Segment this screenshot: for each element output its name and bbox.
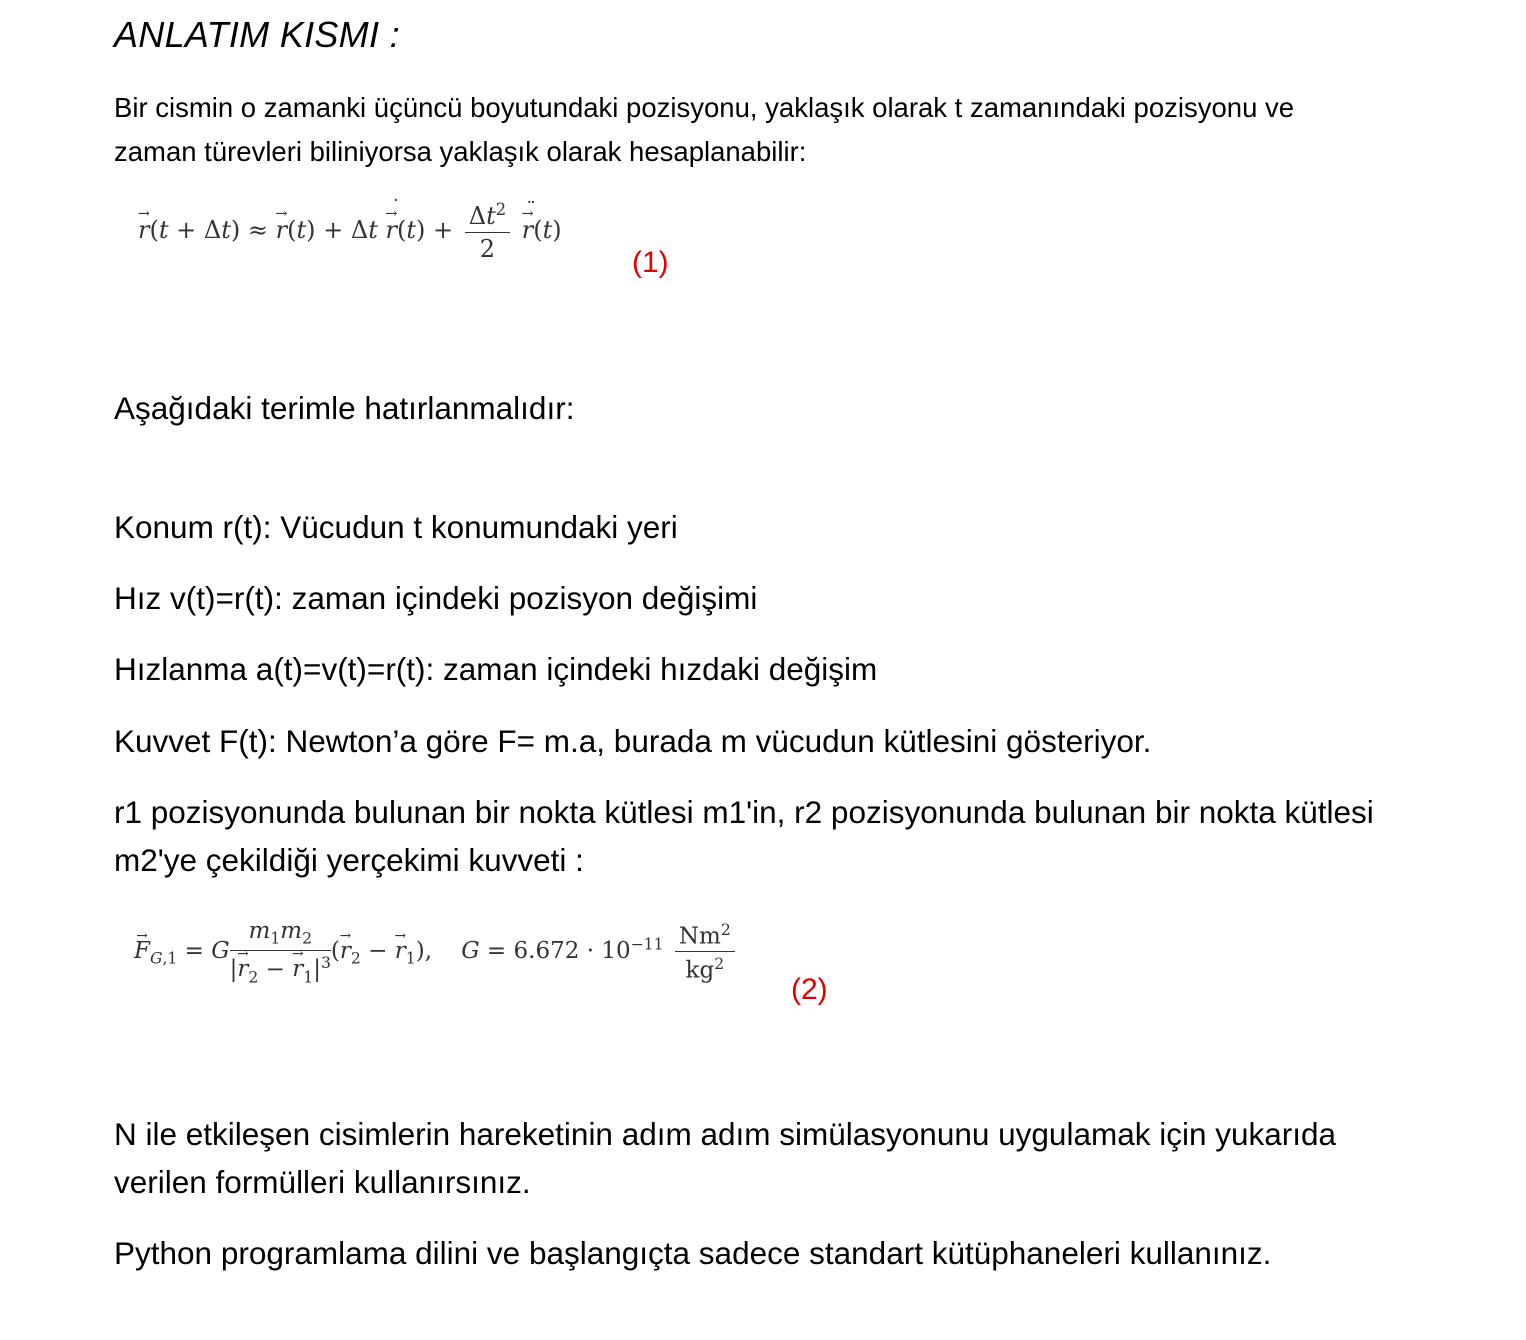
term-acceleration: Hızlanma a(t)=v(t)=r(t): zaman içindeki hızdaki değişim	[114, 651, 878, 687]
formula-2: → $F_{G,1} = G$ $\frac{m_1m_2}{|\to r_2 - \to r_1|^3}$ (→ $r_2$ − → $r_1$), $G = 6.672 \cdot 10^{-11}$ $\frac{Nm^2}{kg^2}$	[134, 918, 739, 986]
gravity-paragraph	[114, 788, 1374, 884]
python-note: Python programlama dilini ve başlangıçta sadece standart kütüphaneleri kullanınız.	[114, 1235, 1272, 1271]
g-constant-value: 6.672	[513, 937, 580, 964]
gravity-line-1: r1 pozisyonunda bulunan bir nokta kütlesi m1'in, r2 pozisyonunda bulunan bir nokta kütlesi	[114, 794, 1374, 830]
simulation-line-1: N ile etkileşen cisimlerin hareketinin adım adım simülasyonunu uygulamak için yukarıda	[114, 1116, 1337, 1152]
page-title: ANLATIM KISMI :	[114, 14, 400, 55]
intro-line-2: zaman türevleri biliniyorsa yaklaşık olarak hesaplanabilir:	[114, 136, 807, 167]
g-constant-exponent: −11	[630, 934, 664, 954]
equation-number-2: (2)	[791, 973, 828, 1006]
terms-heading: Aşağıdaki terimle hatırlanmalıdır:	[114, 390, 575, 426]
simulation-paragraph	[114, 1110, 1336, 1206]
gravity-line-2: m2'ye çekildiği yerçekimi kuvveti :	[114, 842, 584, 878]
term-force: Kuvvet F(t): Newton’a göre F= m.a, burada m vücudun kütlesini gösteriyor.	[114, 723, 1152, 759]
intro-paragraph	[114, 86, 1294, 174]
term-position: Konum r(t): Vücudun t konumundaki yeri	[114, 509, 678, 545]
term-velocity: Hız v(t)=r(t): zaman içindeki pozisyon değişimi	[114, 580, 758, 616]
formula-1: → r(t + Δt) ≈ → r(t) + Δt → r ˙(t) + $\frac{\Delta t^2}{2}$ → r ¨(t)	[138, 200, 562, 263]
equation-number-1: (1)	[632, 246, 669, 279]
intro-line-1: Bir cismin o zamanki üçüncü boyutundaki pozisyonu, yaklaşık olarak t zamanındaki pozisyonu ve	[114, 92, 1295, 123]
simulation-line-2: verilen formülleri kullanırsınız.	[114, 1164, 531, 1200]
